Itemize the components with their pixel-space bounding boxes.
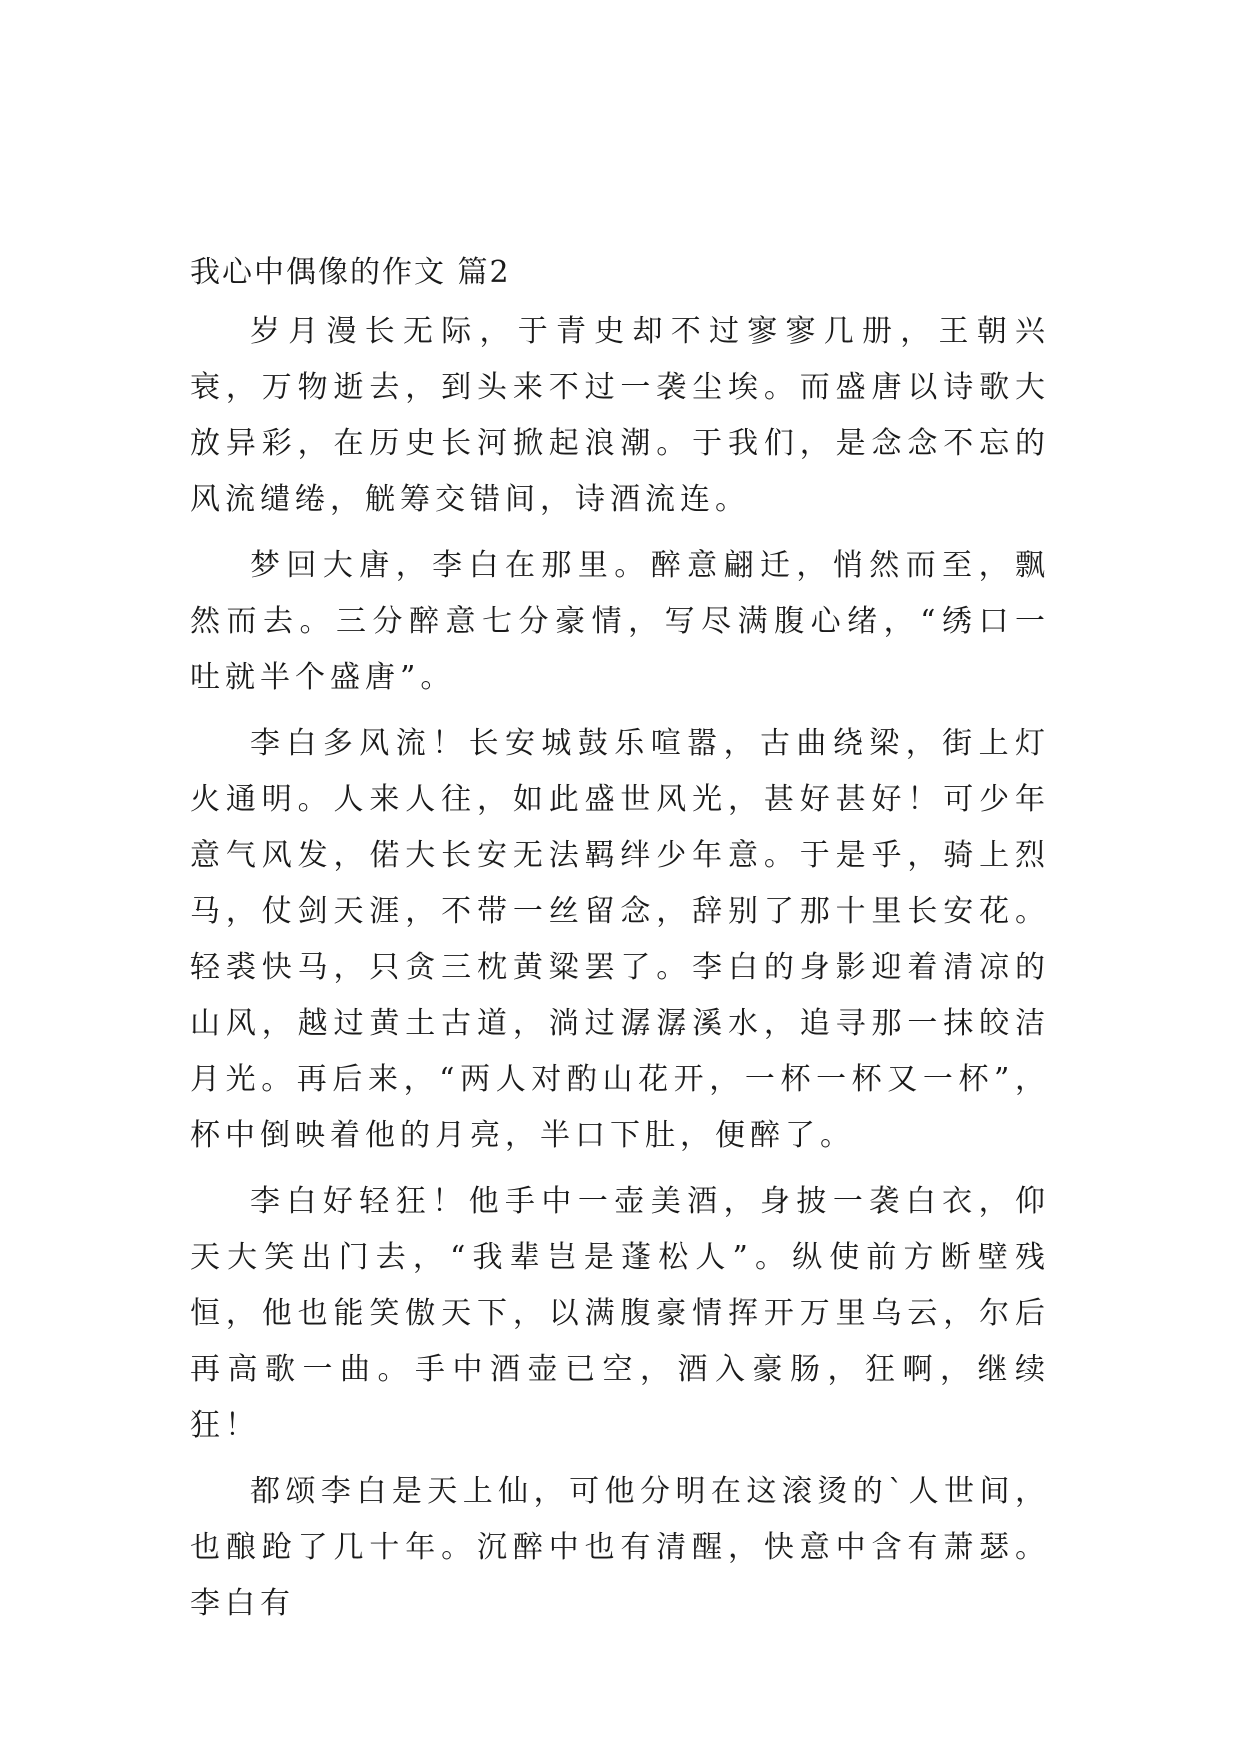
paragraph-5: 都颂李白是天上仙，可他分明在这滚烫的`人世间，也酿跄了几十年。沉醉中也有清醒，快意中含有萧瑟。李白有 bbox=[190, 1474, 1050, 1621]
document-body bbox=[190, 250, 1050, 1642]
paragraph-3: 李白多风流！长安城鼓乐喧嚣，古曲绕梁，街上灯火通明。人来人往，如此盛世风光，甚好甚好！可少年意气风发，偌大长安无法羁绊少年意。于是乎，骑上烈马，仗剑天涯，不带一丝留念，辞别了那十里长安花。轻裘快马，只贪三枕黄粱罢了。李白的身影迎着清凉的山风，越过黄土古道，淌过潺潺溪水，追寻那一抹皎洁月光。再后来，“两人对酌山花开，一杯一杯又一杯”，杯中倒映着他的月亮，半口下肚，便醉了。 bbox=[190, 726, 1050, 1153]
document-title: 我心中偶像的作文 篇2 bbox=[190, 255, 511, 290]
paragraph-2: 梦回大唐，李白在那里。醉意翩迁，悄然而至，飘然而去。三分醉意七分豪情，写尽满腹心绪，“绣口一吐就半个盛唐”。 bbox=[190, 548, 1050, 695]
paragraph-4: 李白好轻狂！他手中一壶美酒，身披一袭白衣，仰天大笑出门去，“我辈岂是蓬松人”。纵使前方断壁残恒，他也能笑傲天下，以满腹豪情挥开万里乌云，尔后再高歌一曲。手中酒壶已空，酒入豪肠，狂啊，继续狂！ bbox=[190, 1184, 1050, 1443]
paragraph-1: 岁月漫长无际，于青史却不过寥寥几册，王朝兴衰，万物逝去，到头来不过一袭尘埃。而盛唐以诗歌大放异彩，在历史长河掀起浪潮。于我们，是念念不忘的风流缱绻，觥筹交错间，诗酒流连。 bbox=[190, 314, 1050, 517]
